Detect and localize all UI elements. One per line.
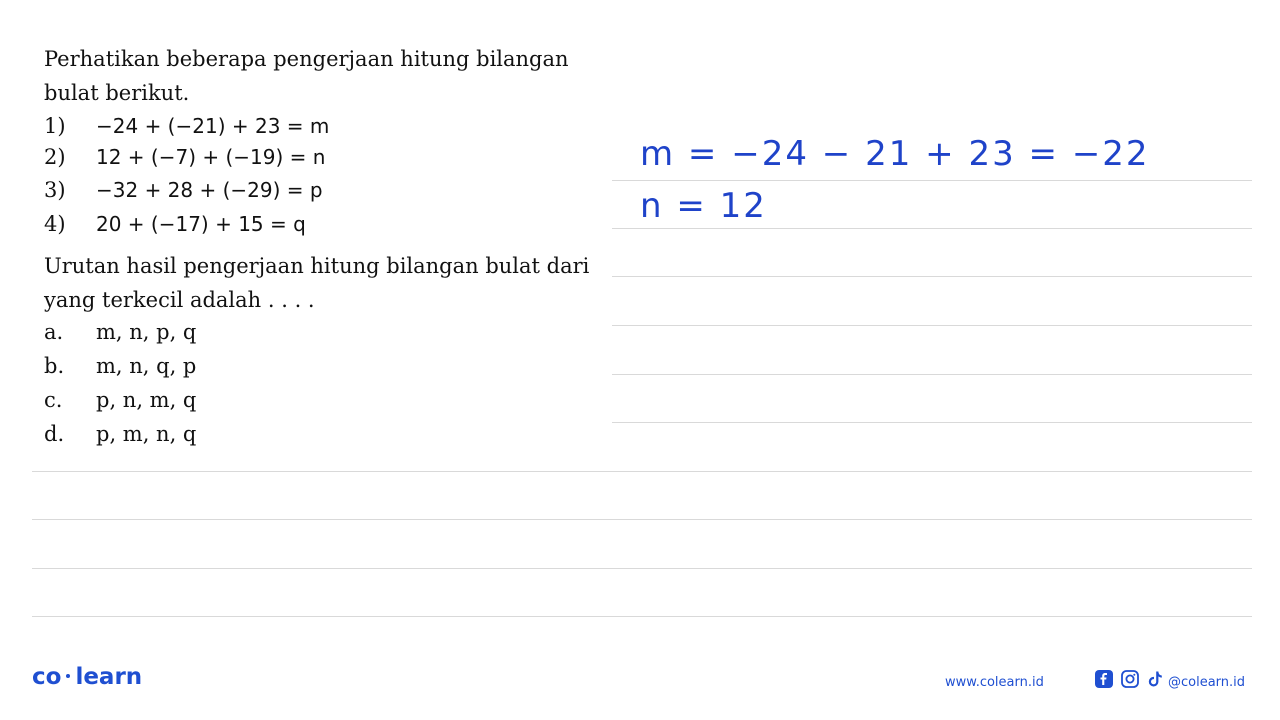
ruled-line bbox=[32, 616, 1252, 617]
question-prompt: Urutan hasil pengerjaan hitung bilangan bulat dari bbox=[44, 254, 590, 278]
option-label: d. bbox=[44, 422, 65, 446]
facebook-icon[interactable] bbox=[1095, 670, 1113, 688]
option-text: m, n, p, q bbox=[96, 320, 197, 344]
equation-item bbox=[44, 176, 323, 204]
ruled-line bbox=[612, 276, 1252, 277]
instagram-icon[interactable] bbox=[1121, 670, 1139, 688]
logo-dot bbox=[66, 674, 70, 678]
website-link[interactable]: www.colearn.id bbox=[945, 675, 1044, 690]
option-label: b. bbox=[44, 354, 65, 378]
ruled-line bbox=[612, 325, 1252, 326]
ruled-line bbox=[612, 228, 1252, 229]
item-number: 2) bbox=[44, 145, 66, 169]
option-label: c. bbox=[44, 388, 63, 412]
equation-item bbox=[44, 210, 306, 238]
option-text: p, m, n, q bbox=[96, 422, 197, 446]
tiktok-icon[interactable] bbox=[1146, 670, 1164, 688]
equation-item bbox=[44, 112, 329, 140]
question-intro: bulat berikut. bbox=[44, 81, 190, 105]
question-prompt: yang terkecil adalah . . . . bbox=[44, 288, 315, 312]
option-text: p, n, m, q bbox=[96, 388, 197, 412]
answer-option[interactable] bbox=[44, 352, 196, 380]
item-number: 3) bbox=[44, 178, 66, 202]
colearn-logo bbox=[32, 664, 142, 690]
answer-option[interactable] bbox=[44, 318, 196, 346]
ruled-line bbox=[32, 519, 1252, 520]
equation-text: −32 + 28 + (−29) = p bbox=[96, 178, 323, 202]
social-handle[interactable]: @colearn.id bbox=[1168, 675, 1246, 690]
ruled-line bbox=[32, 471, 1252, 472]
item-number: 4) bbox=[44, 212, 66, 236]
equation-text: 12 + (−7) + (−19) = n bbox=[96, 145, 326, 169]
option-label: a. bbox=[44, 320, 64, 344]
equation-item bbox=[44, 143, 325, 171]
answer-option[interactable] bbox=[44, 386, 196, 414]
question-intro: Perhatikan beberapa pengerjaan hitung bilangan bbox=[44, 47, 569, 71]
ruled-line bbox=[612, 180, 1252, 181]
equation-text: 20 + (−17) + 15 = q bbox=[96, 212, 306, 236]
option-text: m, n, q, p bbox=[96, 354, 197, 378]
item-number: 1) bbox=[44, 114, 66, 138]
answer-option[interactable] bbox=[44, 420, 196, 448]
ruled-line bbox=[612, 422, 1252, 423]
ruled-line bbox=[32, 568, 1252, 569]
ruled-line bbox=[612, 374, 1252, 375]
handwritten-line-n: n = 12 bbox=[640, 186, 767, 226]
logo-text-left: co bbox=[32, 664, 62, 690]
equation-text: −24 + (−21) + 23 = m bbox=[96, 114, 330, 138]
handwritten-line-m: m = −24 − 21 + 23 = −22 bbox=[640, 134, 1150, 174]
logo-text-right: learn bbox=[75, 664, 143, 690]
